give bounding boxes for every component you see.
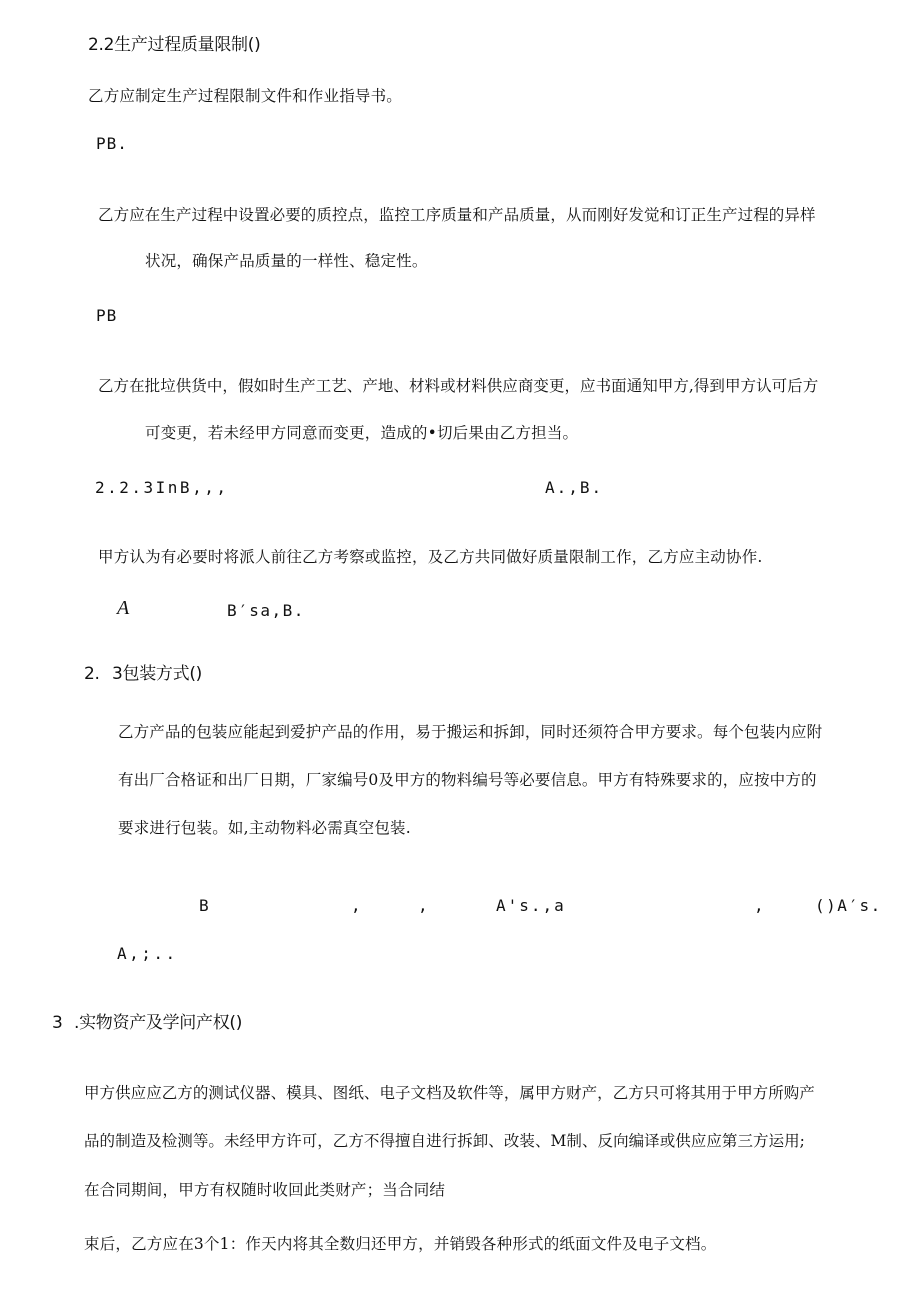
section-heading-3-number: 3: [52, 1013, 63, 1033]
code-b: B: [199, 896, 210, 915]
paragraph-supply-change-line-2: 可变更，若未经甲方同意而变更，造成的•切后果由乙方担当。: [145, 424, 579, 442]
paragraph-packaging-line-3: 要求进行包装。如,主动物料必需真空包装.: [118, 819, 411, 837]
code-2-2-3: 2.2.3InB,,,: [95, 478, 229, 497]
paragraph-quality-control-line-2: 状况，确保产品质量的一样性、稳定性。: [145, 252, 428, 270]
code-bsab: B′sa,B.: [227, 601, 305, 620]
paragraph-inspection: 甲方认为有必要时将派人前往乙方考察或监控，及乙方共同做好质量限制工作，乙方应主动协作.: [98, 548, 763, 566]
paragraph-assets-line-4: 束后，乙方应在3个1：作天内将其全数归还甲方，并销毁各种形式的纸面文件及电子文档。: [84, 1235, 717, 1253]
code-a-b: A.,B.: [545, 478, 604, 497]
marker-pb-2: PB: [96, 306, 118, 325]
section-heading-2-3-number: 2.: [84, 664, 100, 684]
code-comma-3: ,: [754, 896, 765, 915]
paragraph-intro: 乙方应制定生产过程限制文件和作业指导书。: [88, 87, 403, 105]
section-heading-2-2: 2.2生产过程质量限制(): [88, 35, 261, 55]
code-comma-1: ,: [351, 896, 362, 915]
code-as-a: A's.,a: [496, 896, 566, 915]
paragraph-packaging-line-1: 乙方产品的包装应能起到爱护产品的作用，易于搬运和拆卸，同时还须符合甲方要求。每个包装内应附: [118, 723, 823, 741]
section-heading-3: .实物资产及学问产权(): [74, 1013, 243, 1033]
code-comma-2: ,: [418, 896, 429, 915]
paragraph-assets-line-2: 品的制造及检测等。未经甲方许可，乙方不得擅自进行拆卸、改装、M制、反向编译或供应应第三方运用;: [84, 1132, 805, 1150]
paragraph-quality-control-line-1: 乙方应在生产过程中设置必要的质控点，监控工序质量和产品质量，从而刚好发觉和订正生产过程的异样: [98, 206, 816, 224]
paragraph-assets-line-3: 在合同期间，甲方有权随时收回此类财产；当合同结: [84, 1181, 446, 1199]
code-as-end: ()A′s.: [815, 896, 882, 915]
paragraph-assets-line-1: 甲方供应应乙方的测试仪器、模具、图纸、电子文档及软件等，属甲方财产，乙方只可将其用于甲方所购产: [84, 1084, 815, 1102]
italic-mark-a: A: [117, 597, 130, 619]
paragraph-supply-change-line-1: 乙方在批垃供货中，假如时生产工艺、产地、材料或材料供应商变更，应书面通知甲方,得到甲方认可后方: [98, 377, 819, 395]
section-heading-2-3: 3包装方式(): [112, 664, 202, 684]
marker-pb-1: PB.: [96, 134, 128, 153]
code-line-2: A,;..: [117, 944, 178, 963]
paragraph-packaging-line-2: 有出厂合格证和出厂日期，厂家编号0及甲方的物料编号等必要信息。甲方有特殊要求的，应按中方的: [118, 771, 817, 789]
